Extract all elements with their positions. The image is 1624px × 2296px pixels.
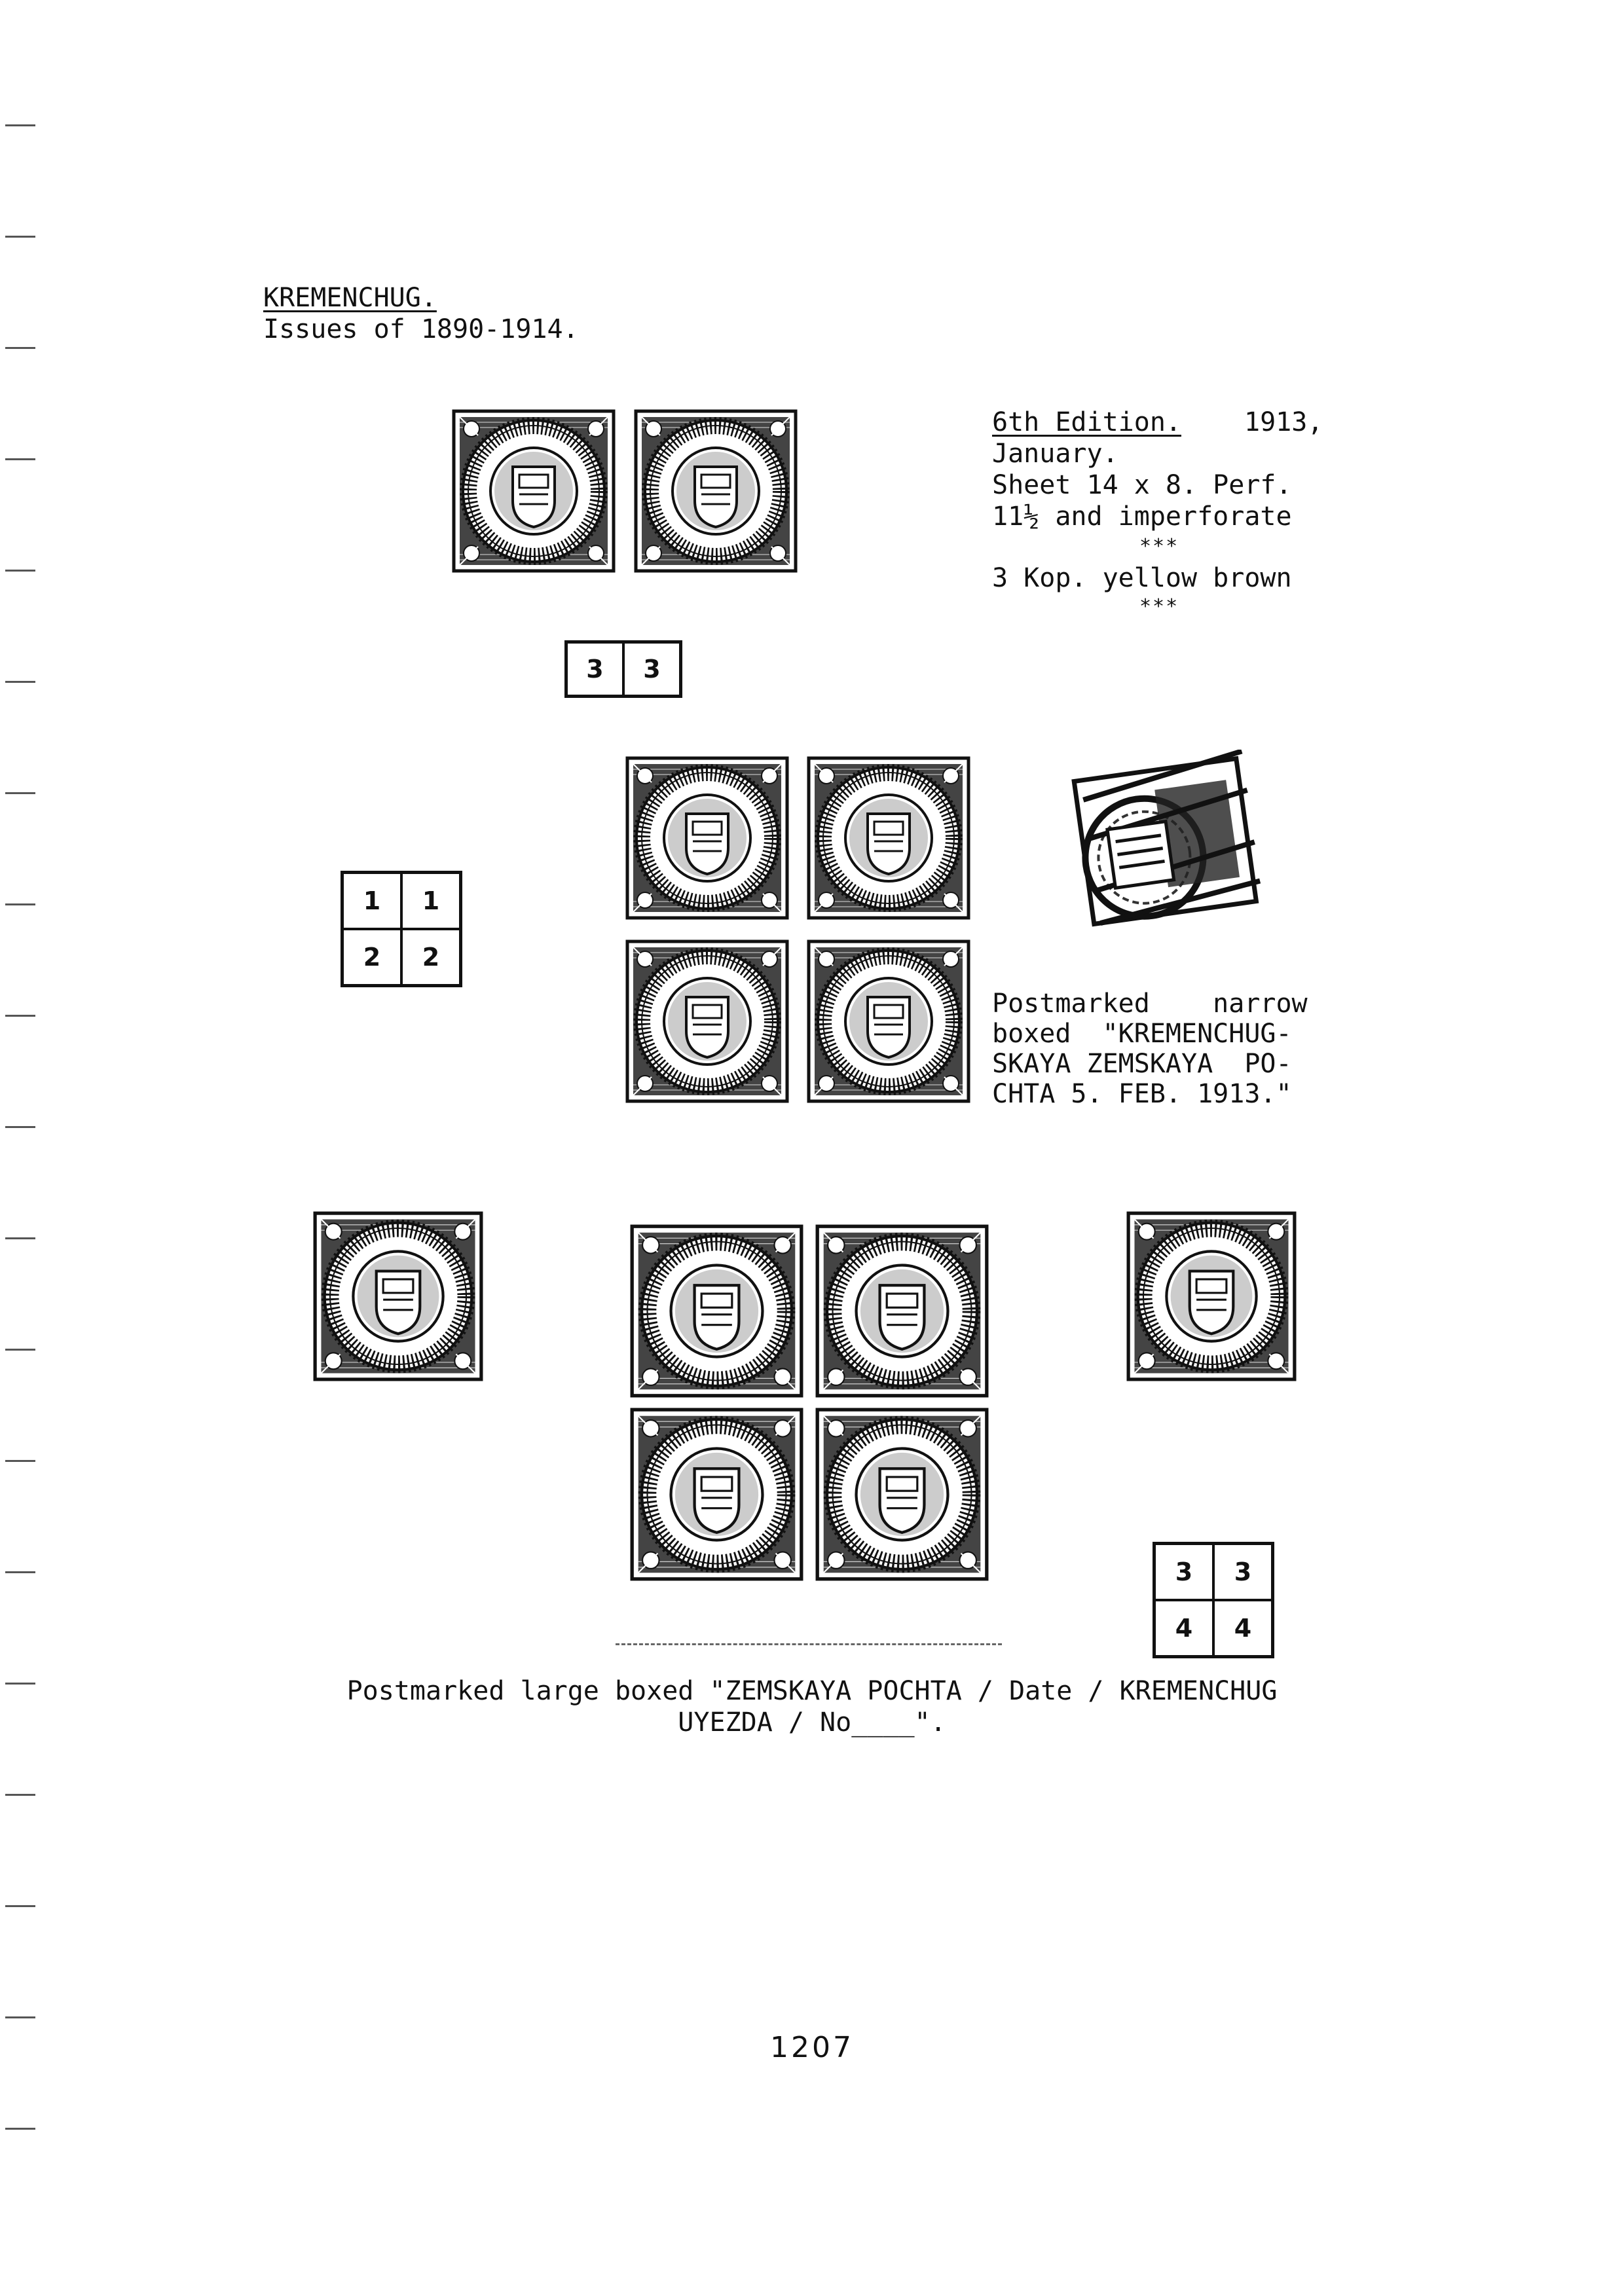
margin-tick xyxy=(5,1683,35,1685)
stamp-block-low-2 xyxy=(815,1224,989,1398)
stars-divider: *** xyxy=(1139,595,1179,618)
margin-tick xyxy=(5,2016,35,2018)
margin-tick xyxy=(5,347,35,349)
margin-tick xyxy=(5,1905,35,1907)
position-cell: 2 xyxy=(401,929,460,985)
position-cell: 1 xyxy=(342,873,401,929)
stamp-block-low-1 xyxy=(630,1224,803,1398)
position-grid-block-mid xyxy=(341,871,462,987)
stamp-block-mid-2 xyxy=(807,756,970,920)
postmark-narrow-line4: CHTA 5. FEB. 1913." xyxy=(992,1079,1292,1109)
stamp-block-low-4 xyxy=(815,1408,989,1581)
margin-tick xyxy=(5,1794,35,1796)
edition-value: 3 Kop. yellow brown xyxy=(992,563,1292,593)
margin-tick xyxy=(5,2128,35,2130)
margin-tick xyxy=(5,903,35,905)
stamp-block-mid-1 xyxy=(625,756,789,920)
position-cell: 3 xyxy=(623,642,680,696)
margin-tick xyxy=(5,792,35,794)
position-cell: 3 xyxy=(566,642,623,696)
stamp-block-mid-3 xyxy=(625,939,789,1103)
margin-tick xyxy=(5,1571,35,1573)
stamp-pair-left xyxy=(452,409,616,573)
edition-perf: 11½ and imperforate xyxy=(992,501,1292,532)
margin-tick xyxy=(5,124,35,126)
postmark-narrow-line2: boxed "KREMENCHUG- xyxy=(992,1019,1292,1049)
position-grid-block-low xyxy=(1153,1542,1274,1658)
margin-tick xyxy=(5,570,35,572)
edition-sheet: Sheet 14 x 8. Perf. xyxy=(992,470,1292,500)
stamp-block-mid-4 xyxy=(807,939,970,1103)
edition-month: January. xyxy=(992,439,1118,469)
postmark-large-line2: UYEZDA / No____". xyxy=(678,1707,946,1738)
stamp-single-left xyxy=(313,1211,483,1381)
margin-tick xyxy=(5,681,35,683)
postmark-large-line1: Postmarked large boxed "ZEMSKAYA POCHTA / Date / KREMENCHUG xyxy=(346,1676,1278,1706)
margin-tick xyxy=(5,1349,35,1351)
position-cell: 3 xyxy=(1154,1544,1213,1600)
margin-tick xyxy=(5,458,35,460)
stamp-block-low-3 xyxy=(630,1408,803,1581)
position-cell: 4 xyxy=(1154,1600,1213,1656)
page-number: 1207 xyxy=(770,2031,854,2064)
postmark-narrow-image xyxy=(1064,750,1267,939)
margin-tick xyxy=(5,236,35,238)
position-grid-pair xyxy=(564,640,682,698)
stars-divider: *** xyxy=(1139,535,1179,558)
position-cell: 3 xyxy=(1213,1544,1272,1600)
page-title: KREMENCHUG. xyxy=(263,283,437,313)
margin-tick xyxy=(5,1126,35,1128)
margin-tick xyxy=(5,1237,35,1239)
postmark-narrow-line1: Postmarked narrow xyxy=(992,989,1308,1019)
edition-heading: 6th Edition. xyxy=(992,407,1181,437)
stamp-pair-right xyxy=(634,409,798,573)
position-cell: 4 xyxy=(1213,1600,1272,1656)
edition-year: 1913, xyxy=(1244,407,1323,437)
margin-tick xyxy=(5,1460,35,1462)
position-cell: 2 xyxy=(342,929,401,985)
margin-tick xyxy=(5,1015,35,1017)
stamp-single-right xyxy=(1126,1211,1297,1381)
page-subtitle: Issues of 1890-1914. xyxy=(263,314,579,344)
position-cell: 1 xyxy=(401,873,460,929)
postmark-narrow-line3: SKAYA ZEMSKAYA PO- xyxy=(992,1049,1292,1079)
